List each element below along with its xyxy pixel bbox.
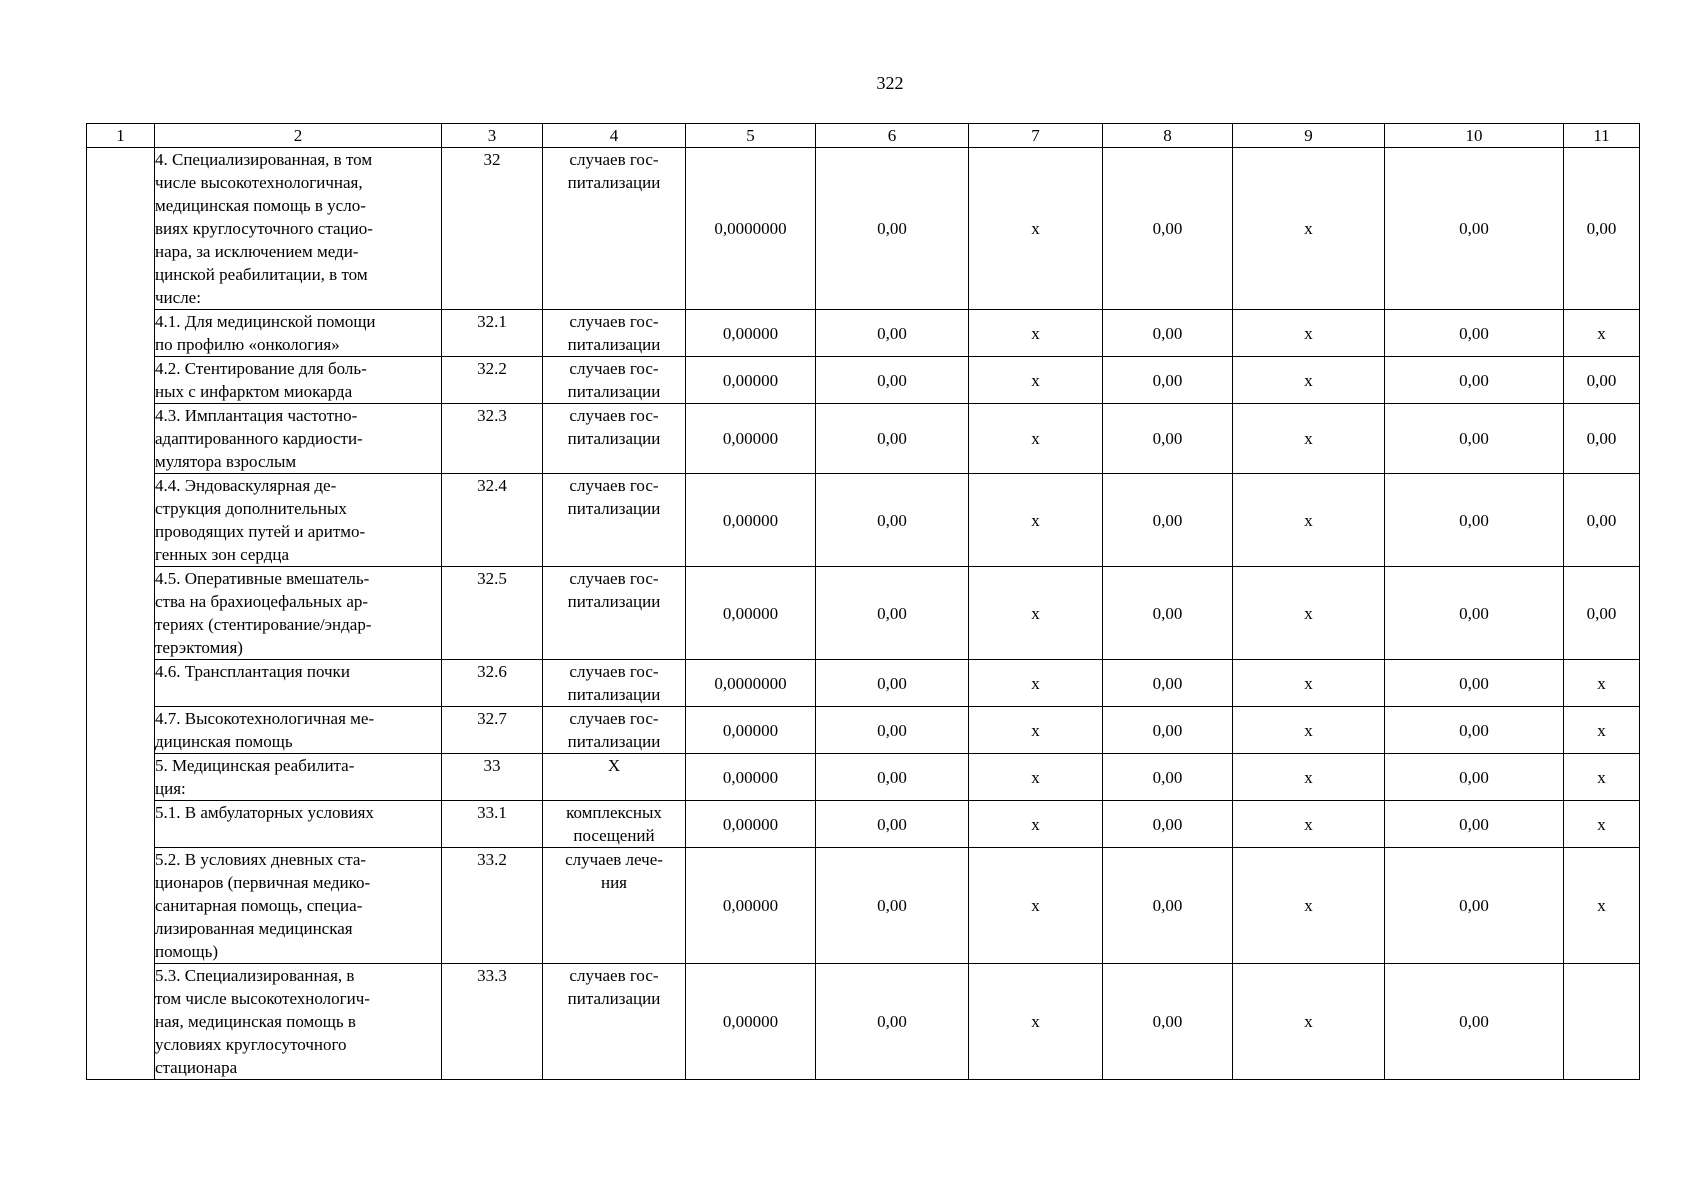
value-cell-9: x [1233,754,1385,801]
indicator-name-line: числе высокотехнологичная, [155,173,363,192]
unit-line: случаев гос- [569,569,659,588]
table-row [87,660,1640,707]
indicator-name-line: проводящих путей и аритмо- [155,522,366,541]
value-cell-10: 0,00 [1385,754,1564,801]
unit-cell [543,474,686,567]
indicator-name-cell [155,754,442,801]
table-row [87,964,1640,1080]
header-cell-9: 9 [1233,124,1385,148]
unit-cell [543,848,686,964]
unit-line: посещений [573,826,655,845]
row-code-cell: 32.3 [442,404,543,474]
value-cell-11: x [1564,801,1640,848]
data-table [86,123,1640,1080]
indicator-name-line: адаптированного кардиости- [155,429,363,448]
value-cell-10: 0,00 [1385,801,1564,848]
row-code-cell: 32 [442,148,543,310]
value-cell-5: 0,00000 [686,310,816,357]
header-cell-1: 1 [87,124,155,148]
value-cell-7: x [969,310,1103,357]
indicator-name-line: 5. Медицинская реабилита- [155,756,355,775]
table-row [87,801,1640,848]
header-cell-4: 4 [543,124,686,148]
indicator-name-line: 4.1. Для медицинской помощи [155,312,376,331]
value-cell-8: 0,00 [1103,310,1233,357]
indicator-name-cell [155,567,442,660]
value-cell-10: 0,00 [1385,404,1564,474]
unit-line: ния [600,873,627,892]
indicator-name-line: по профилю «онкология» [155,335,340,354]
value-cell-8: 0,00 [1103,567,1233,660]
header-cell-3: 3 [442,124,543,148]
value-cell-7: x [969,660,1103,707]
value-cell-10: 0,00 [1385,148,1564,310]
value-cell-6: 0,00 [816,148,969,310]
value-cell-7: x [969,404,1103,474]
header-cell-10: 10 [1385,124,1564,148]
indicator-name-cell [155,964,442,1080]
indicator-name-cell [155,474,442,567]
indicator-name-cell [155,801,442,848]
unit-cell [543,357,686,404]
value-cell-6: 0,00 [816,660,969,707]
page-number: 322 [876,73,904,93]
value-cell-8: 0,00 [1103,148,1233,310]
indicator-name-line: цинской реабилитации, в том [155,265,368,284]
value-cell-11: x [1564,310,1640,357]
value-cell-8: 0,00 [1103,404,1233,474]
section-number-cell [87,148,155,1080]
row-code-cell: 33.1 [442,801,543,848]
header-cell-2: 2 [155,124,442,148]
value-cell-9: x [1233,660,1385,707]
value-cell-10: 0,00 [1385,660,1564,707]
indicator-name-line: дицинская помощь [155,732,293,751]
value-cell-9: x [1233,474,1385,567]
value-cell-10: 0,00 [1385,707,1564,754]
value-cell-7: x [969,754,1103,801]
indicator-name-line: медицинская помощь в усло- [155,196,366,215]
unit-line: случаев гос- [569,150,659,169]
indicator-name-line: генных зон сердца [155,545,289,564]
indicator-name-line: 4.5. Оперативные вмешатель- [155,569,370,588]
indicator-name-line: лизированная медицинская [155,919,353,938]
indicator-name-line: стационара [155,1058,238,1077]
indicator-name-line: 4.3. Имплантация частотно- [155,406,358,425]
value-cell-5: 0,00000 [686,964,816,1080]
row-code-cell: 33.2 [442,848,543,964]
unit-cell [543,404,686,474]
unit-line: питализации [567,429,661,448]
indicator-name-cell [155,357,442,404]
table-row [87,404,1640,474]
value-cell-10: 0,00 [1385,310,1564,357]
unit-line: случаев гос- [569,359,659,378]
unit-cell [543,660,686,707]
value-cell-11: 0,00 [1564,474,1640,567]
value-cell-8: 0,00 [1103,660,1233,707]
unit-line: X [607,756,621,775]
unit-line: случаев гос- [569,709,659,728]
indicator-name-cell [155,848,442,964]
value-cell-9: x [1233,964,1385,1080]
value-cell-5: 0,0000000 [686,148,816,310]
header-cell-6: 6 [816,124,969,148]
indicator-name-line: ства на брахиоцефальных ар- [155,592,369,611]
unit-line: случаев гос- [569,662,659,681]
indicator-name-cell [155,660,442,707]
table-row [87,754,1640,801]
unit-line: питализации [567,989,661,1008]
value-cell-6: 0,00 [816,707,969,754]
table-row [87,357,1640,404]
value-cell-8: 0,00 [1103,848,1233,964]
row-code-cell: 32.5 [442,567,543,660]
value-cell-7: x [969,148,1103,310]
value-cell-11 [1564,964,1640,1080]
value-cell-11: 0,00 [1564,148,1640,310]
value-cell-6: 0,00 [816,567,969,660]
value-cell-5: 0,00000 [686,801,816,848]
value-cell-7: x [969,848,1103,964]
indicator-name-line: 5.1. В амбулаторных условиях [155,803,374,822]
indicator-name-line: ная, медицинская помощь в [155,1012,356,1031]
unit-line: питализации [567,335,661,354]
indicator-name-line: терэктомия) [155,638,243,657]
table-body [87,148,1640,1080]
indicator-name-line: 5.3. Специализированная, в [155,966,355,985]
table-row [87,707,1640,754]
indicator-name-line: ных с инфарктом миокарда [155,382,353,401]
header-cell-11: 11 [1564,124,1640,148]
value-cell-8: 0,00 [1103,754,1233,801]
table-row [87,310,1640,357]
indicator-name-cell [155,310,442,357]
value-cell-7: x [969,801,1103,848]
value-cell-5: 0,00000 [686,357,816,404]
value-cell-7: x [969,567,1103,660]
indicator-name-line: 4.4. Эндоваскулярная де- [155,476,337,495]
header-cell-7: 7 [969,124,1103,148]
indicator-name-line: виях круглосуточного стацио- [155,219,373,238]
indicator-name-line: териях (стентирование/эндар- [155,615,372,634]
value-cell-11: x [1564,754,1640,801]
indicator-name-line: ция: [155,779,186,798]
value-cell-8: 0,00 [1103,964,1233,1080]
value-cell-10: 0,00 [1385,964,1564,1080]
value-cell-5: 0,00000 [686,707,816,754]
value-cell-7: x [969,707,1103,754]
header-cell-5: 5 [686,124,816,148]
value-cell-6: 0,00 [816,801,969,848]
value-cell-6: 0,00 [816,964,969,1080]
value-cell-9: x [1233,848,1385,964]
row-code-cell: 33.3 [442,964,543,1080]
unit-line: питализации [567,173,661,192]
unit-line: питализации [567,592,661,611]
value-cell-9: x [1233,707,1385,754]
value-cell-5: 0,00000 [686,474,816,567]
row-code-cell: 32.2 [442,357,543,404]
unit-line: случаев гос- [569,966,659,985]
value-cell-7: x [969,474,1103,567]
value-cell-6: 0,00 [816,404,969,474]
value-cell-11: 0,00 [1564,404,1640,474]
unit-cell [543,801,686,848]
indicator-name-line: санитарная помощь, специа- [155,896,363,915]
indicator-name-cell [155,707,442,754]
unit-cell [543,754,686,801]
indicator-name-line: 4.6. Трансплантация почки [155,662,350,681]
value-cell-9: x [1233,357,1385,404]
value-cell-9: x [1233,404,1385,474]
row-code-cell: 33 [442,754,543,801]
value-cell-11: 0,00 [1564,357,1640,404]
value-cell-5: 0,00000 [686,754,816,801]
indicator-name-line: ционаров (первичная медико- [155,873,371,892]
value-cell-11: x [1564,707,1640,754]
value-cell-10: 0,00 [1385,848,1564,964]
value-cell-7: x [969,357,1103,404]
value-cell-8: 0,00 [1103,357,1233,404]
indicator-name-line: струкция дополнительных [155,499,347,518]
table-row [87,474,1640,567]
header-cell-8: 8 [1103,124,1233,148]
value-cell-8: 0,00 [1103,801,1233,848]
row-code-cell: 32.6 [442,660,543,707]
indicator-name-line: том числе высокотехнологич- [155,989,370,1008]
value-cell-9: x [1233,148,1385,310]
value-cell-6: 0,00 [816,310,969,357]
table-row [87,848,1640,964]
value-cell-10: 0,00 [1385,567,1564,660]
indicator-name-line: условиях круглосуточного [155,1035,347,1054]
indicator-name-line: мулятора взрослым [155,452,297,471]
value-cell-6: 0,00 [816,474,969,567]
value-cell-8: 0,00 [1103,707,1233,754]
indicator-name-line: помощь) [155,942,219,961]
indicator-name-cell [155,404,442,474]
unit-cell [543,964,686,1080]
unit-line: питализации [567,732,661,751]
value-cell-9: x [1233,801,1385,848]
indicator-name-line: 4. Специализированная, в том [155,150,373,169]
header-row [87,124,1640,148]
indicator-name-line: числе: [155,288,201,307]
unit-line: случаев гос- [569,476,659,495]
value-cell-6: 0,00 [816,754,969,801]
value-cell-9: x [1233,567,1385,660]
unit-line: питализации [567,685,661,704]
indicator-name-cell [155,148,442,310]
unit-line: случаев гос- [569,406,659,425]
unit-line: комплексных [566,803,662,822]
value-cell-6: 0,00 [816,357,969,404]
value-cell-7: x [969,964,1103,1080]
unit-cell [543,148,686,310]
value-cell-5: 0,00000 [686,848,816,964]
indicator-name-line: 5.2. В условиях дневных ста- [155,850,367,869]
value-cell-10: 0,00 [1385,357,1564,404]
unit-line: питализации [567,382,661,401]
value-cell-5: 0,00000 [686,404,816,474]
value-cell-6: 0,00 [816,848,969,964]
value-cell-11: x [1564,848,1640,964]
value-cell-11: 0,00 [1564,567,1640,660]
value-cell-10: 0,00 [1385,474,1564,567]
unit-line: питализации [567,499,661,518]
row-code-cell: 32.1 [442,310,543,357]
table-row [87,567,1640,660]
unit-line: случаев гос- [569,312,659,331]
indicator-name-line: 4.7. Высокотехнологичная ме- [155,709,375,728]
value-cell-9: x [1233,310,1385,357]
row-code-cell: 32.7 [442,707,543,754]
unit-cell [543,567,686,660]
value-cell-5: 0,00000 [686,567,816,660]
value-cell-5: 0,0000000 [686,660,816,707]
unit-line: случаев лече- [565,850,663,869]
value-cell-8: 0,00 [1103,474,1233,567]
unit-cell [543,310,686,357]
value-cell-11: x [1564,660,1640,707]
table-row [87,148,1640,310]
row-code-cell: 32.4 [442,474,543,567]
unit-cell [543,707,686,754]
indicator-name-line: 4.2. Стентирование для боль- [155,359,367,378]
indicator-name-line: нара, за исключением меди- [155,242,359,261]
